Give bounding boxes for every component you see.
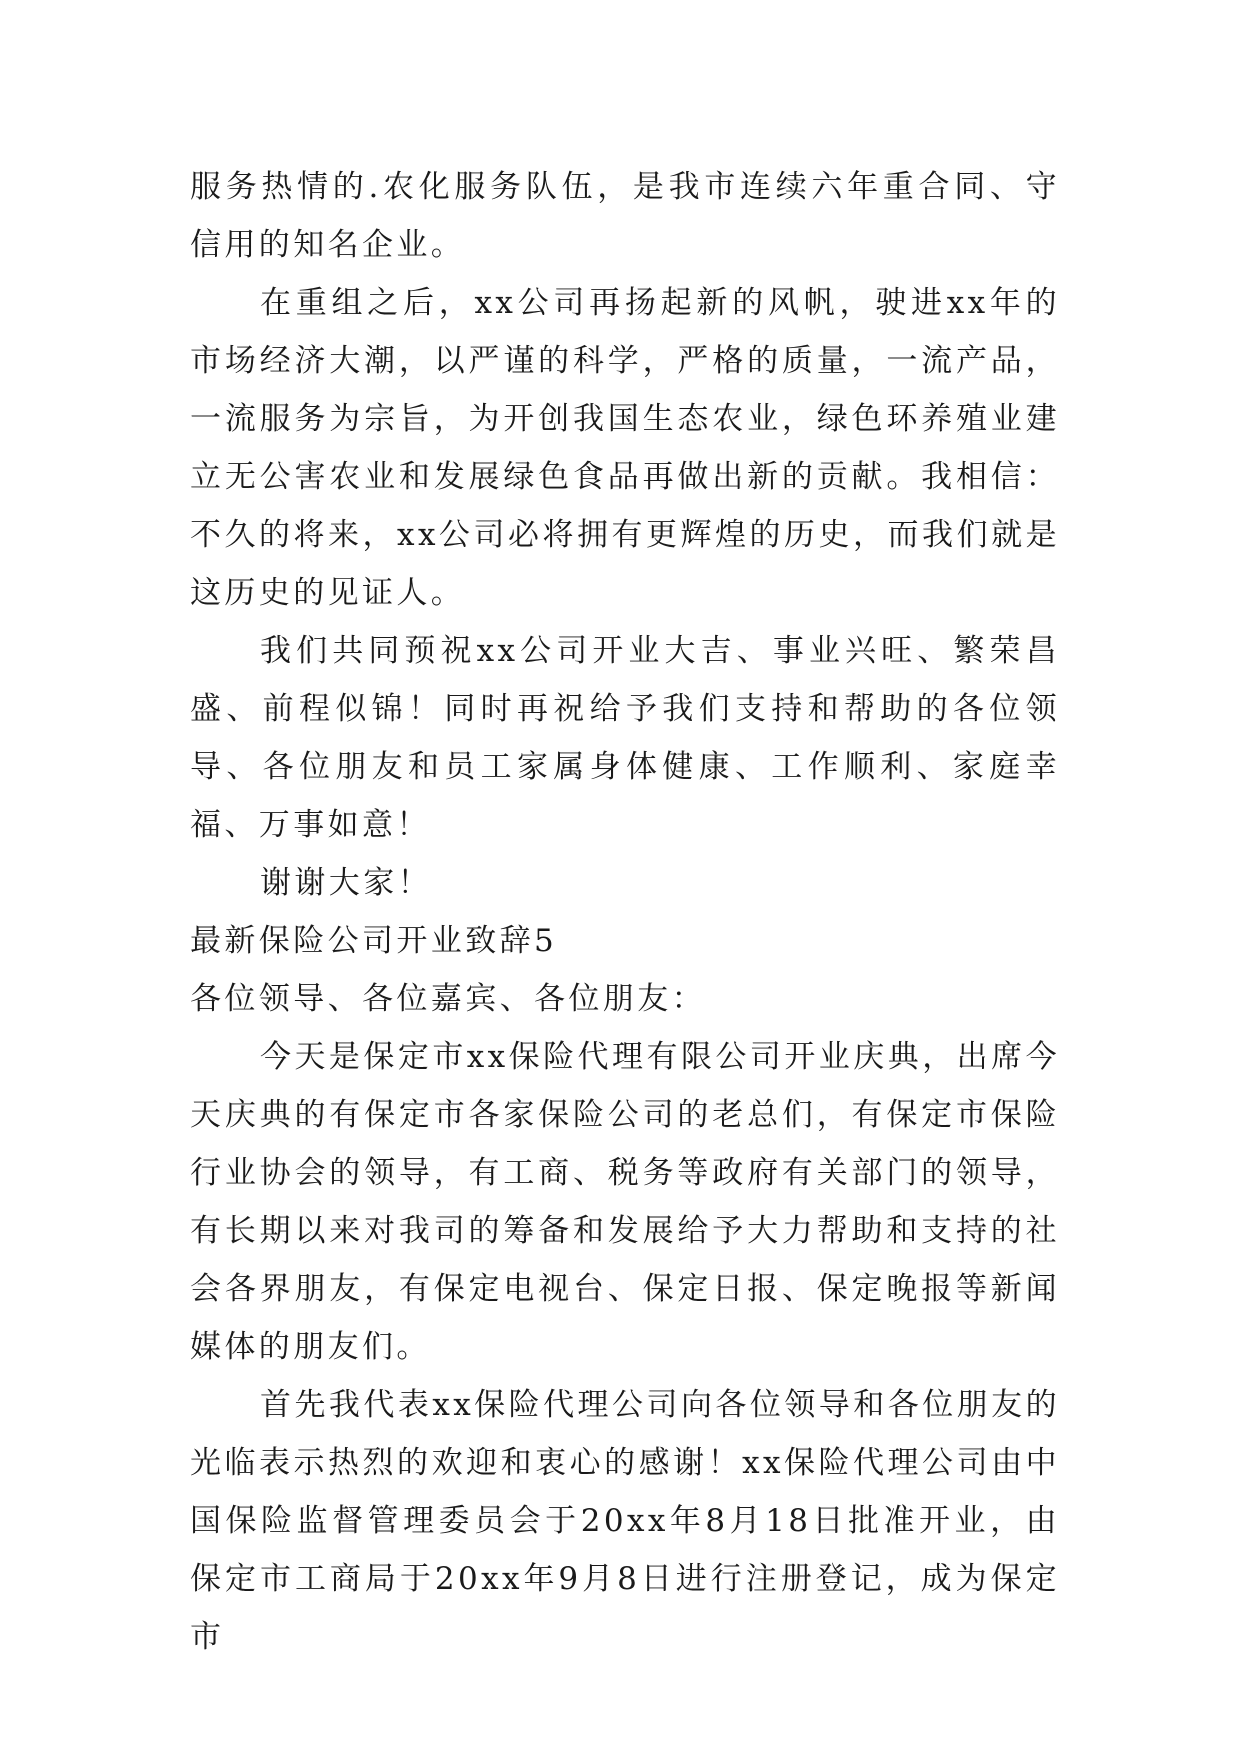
paragraph-reorganization: 在重组之后，xx公司再扬起新的风帆，驶进xx年的市场经济大潮，以严谨的科学，严格的质量，一流产品，一流服务为宗旨，为开创我国生态农业，绿色环养殖业建立无公害农业和发展绿色食品再做出新的贡献。我相信：不久的将来，xx公司必将拥有更辉煌的历史，而我们就是这历史的见证人。 xyxy=(190,285,1060,611)
paragraph-welcome: 首先我代表xx保险代理公司向各位领导和各位朋友的光临表示热烈的欢迎和衷心的感谢！xx保险代理公司由中国保险监督管理委员会于20xx年8月18日批准开业，由保定市工商局于20xx年9月8日进行注册登记，成为保定市 xyxy=(190,1387,1060,1655)
paragraph-wishes: 我们共同预祝xx公司开业大吉、事业兴旺、繁荣昌盛、前程似锦！同时再祝给予我们支持和帮助的各位领导、各位朋友和员工家属身体健康、工作顺利、家庭幸福、万事如意！ xyxy=(190,633,1060,843)
document-body xyxy=(190,158,1060,1666)
section-title: 最新保险公司开业致辞5 xyxy=(190,923,558,959)
paragraph-continuation: 服务热情的.农化服务队伍，是我市连续六年重合同、守信用的知名企业。 xyxy=(190,169,1060,263)
salutation: 各位领导、各位嘉宾、各位朋友： xyxy=(190,981,706,1017)
paragraph-thanks: 谢谢大家！ xyxy=(260,865,432,901)
paragraph-ceremony: 今天是保定市xx保险代理有限公司开业庆典，出席今天庆典的有保定市各家保险公司的老总们，有保定市保险行业协会的领导，有工商、税务等政府有关部门的领导，有长期以来对我司的筹备和发展给予大力帮助和支持的社会各界朋友，有保定电视台、保定日报、保定晚报等新闻媒体的朋友们。 xyxy=(190,1039,1060,1365)
